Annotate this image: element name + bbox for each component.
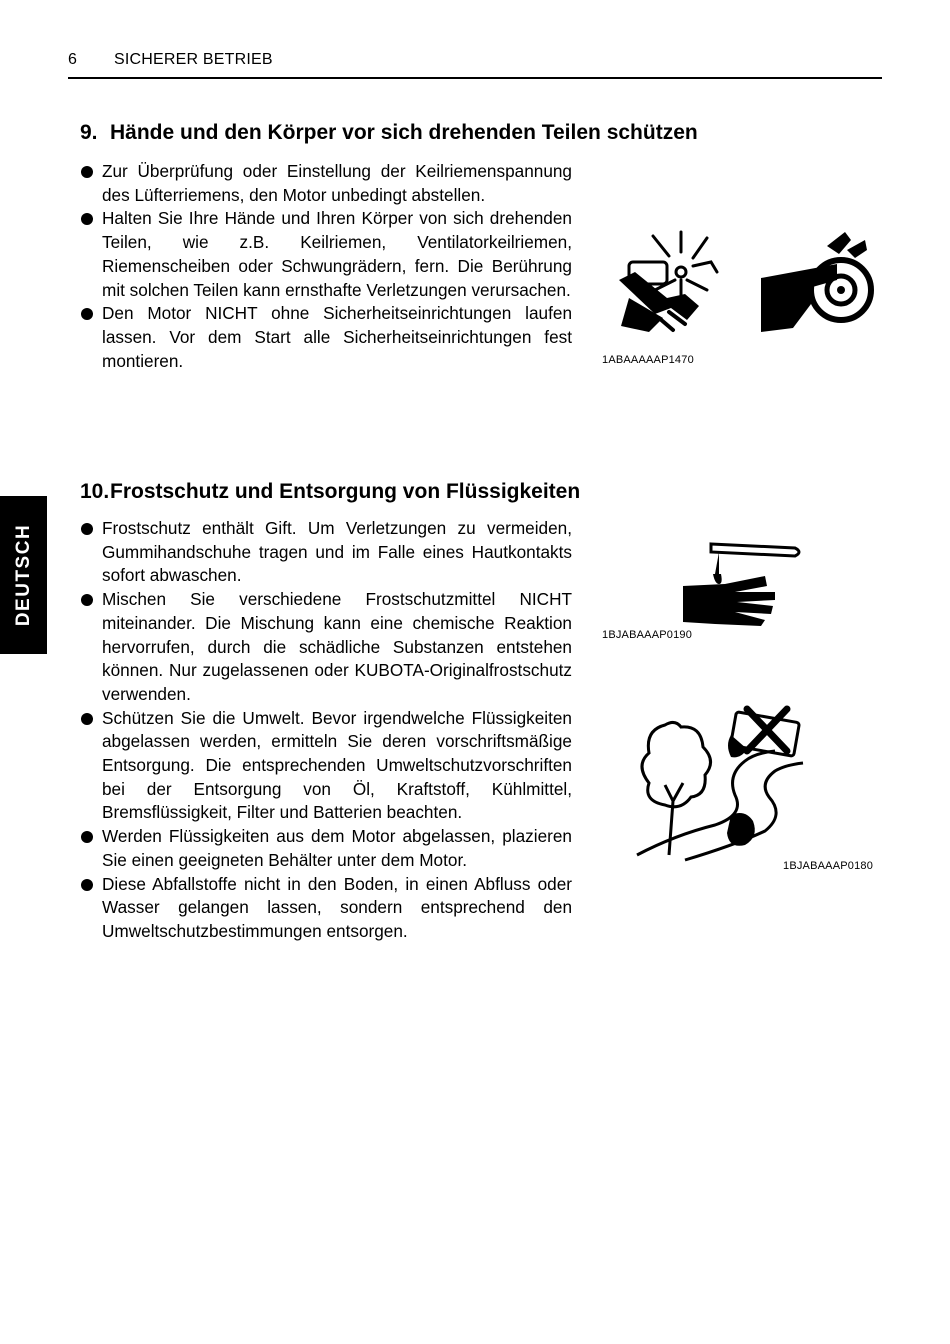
section-number: 10.: [80, 480, 110, 503]
section-9-bullet-list: [80, 160, 572, 373]
list-item: Schützen Sie die Umwelt. Bevor irgendwelche Flüssigkeiten abgelassen werden, ermitteln Sie deren vorschriftsmäßige Entsorgung. Die entsprechenden Umweltschutzvorschriften bei der Entsorgung von Öl, Kraftstoff, Kühlmittel, Bremsflüssigkeit, Filter und Batterien beachten.: [80, 707, 572, 826]
section-title: Frostschutz und Entsorgung von Flüssigkeiten: [110, 480, 581, 503]
rotating-parts-warning-icon: [615, 228, 875, 353]
page-header: [68, 50, 882, 79]
list-item: Halten Sie Ihre Hände und Ihren Körper von sich drehenden Teilen, wie z.B. Keilriemen, Ventilatorkeilriemen, Riemenscheiben oder Schwungrädern, fern. Die Berührung mit solchen Teilen kann ernsthafte Verletzungen verursachen.: [80, 207, 572, 302]
list-item: Frostschutz enthält Gift. Um Verletzungen zu vermeiden, Gummihandschuhe tragen und im Falle eines Hautkontakts sofort abwaschen.: [80, 517, 572, 588]
section-number: 9.: [80, 121, 98, 144]
section-9-heading: [80, 121, 698, 145]
list-item: Zur Überprüfung oder Einstellung der Keilriemenspannung des Lüfterriemens, den Motor unbedingt abstellen.: [80, 160, 572, 207]
no-dumping-environment-icon: [635, 705, 805, 865]
chemical-on-hand-icon: [675, 530, 805, 630]
language-side-tab: [0, 496, 47, 654]
list-item: Den Motor NICHT ohne Sicherheitseinrichtungen laufen lassen. Vor dem Start alle Sicherheitseinrichtungen fest montieren.: [80, 302, 572, 373]
figure-code: 1BJABAAAP0180: [783, 860, 874, 872]
section-10-heading: [80, 480, 580, 504]
figure-code: 1ABAAAAAP1470: [602, 354, 694, 366]
list-item: Werden Flüssigkeiten aus dem Motor abgelassen, plazieren Sie einen geeigneten Behälter unter dem Motor.: [80, 825, 572, 872]
language-tab-label: DEUTSCH: [12, 523, 34, 627]
section-title: Hände und den Körper vor sich drehenden Teilen schützen: [110, 121, 698, 144]
page-number: 6: [68, 51, 77, 68]
section-10-bullet-list: [80, 517, 572, 944]
running-title: SICHERER BETRIEB: [114, 51, 273, 68]
list-item: Diese Abfallstoffe nicht in den Boden, in einen Abfluss oder Wasser gelangen lassen, sondern entsprechend den Umweltschutzbestimmungen entsorgen.: [80, 873, 572, 944]
figure-code: 1BJABAAAP0190: [602, 629, 693, 641]
list-item: Mischen Sie verschiedene Frostschutzmittel NICHT miteinander. Die Mischung kann eine chemische Reaktion hervorrufen, durch die schädliche Substanzen entstehen können. Nur zugelassenen oder KUBOTA-Originalfrostschutz verwenden.: [80, 588, 572, 707]
